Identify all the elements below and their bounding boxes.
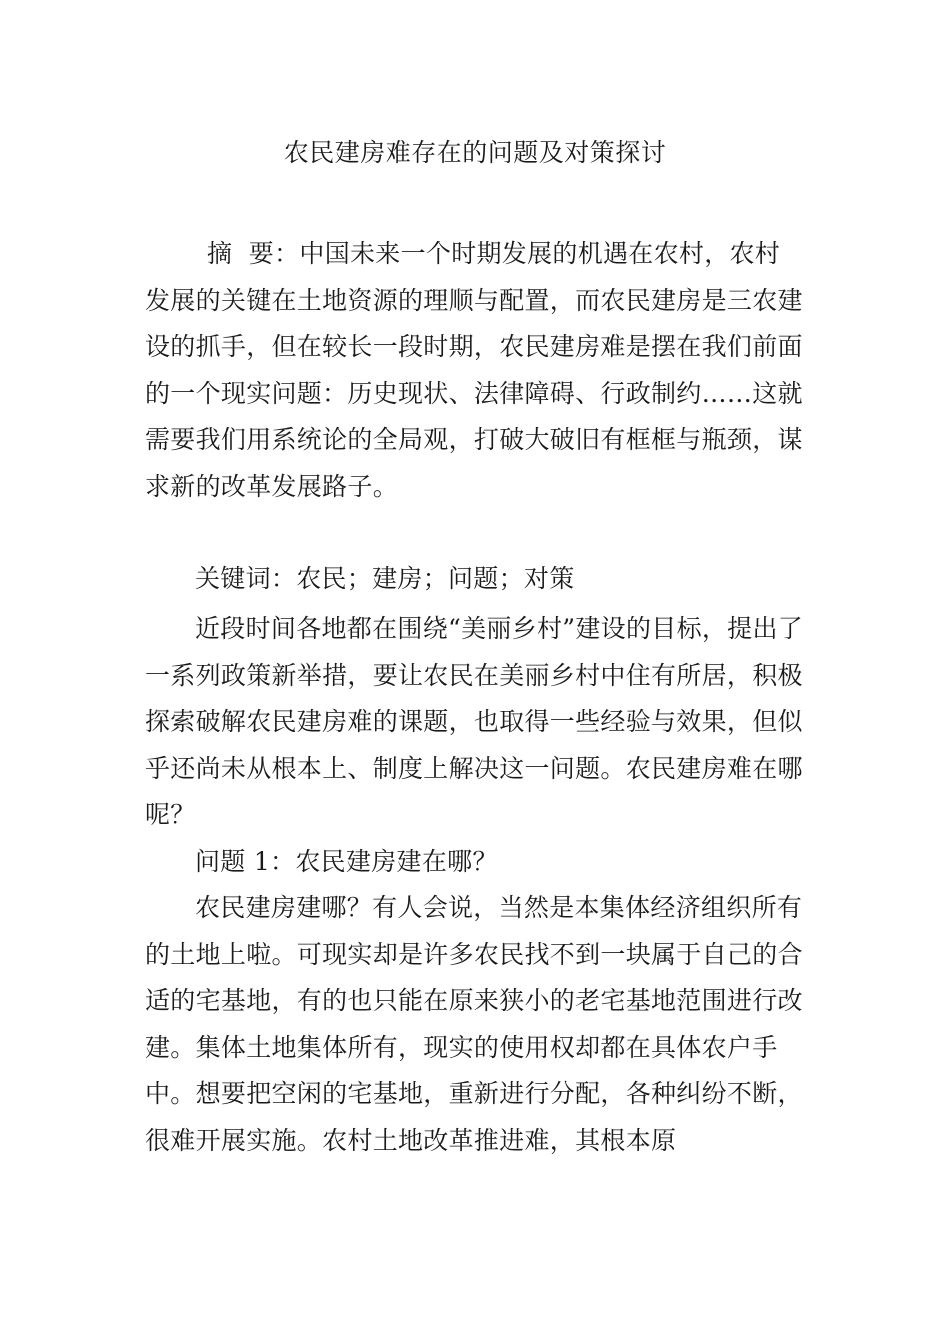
keywords-line: 关键词：农民；建房；问题；对策 (195, 564, 575, 593)
section-heading: 问题 1：农民建房建在哪？ (195, 846, 498, 876)
document-title: 农民建房难存在的问题及对策探讨 (283, 138, 667, 167)
abstract-paragraph (145, 231, 805, 510)
body-paragraph: 近段时间各地都在围绕“美丽乡村”建设的目标，提出了一系列政策新举措，要让农民在美丽乡村中住有所居，积极探索破解农民建房难的课题，也取得一些经验与效果，但似乎还尚未从根本上、制度上解决这一问题。农民建房难在哪呢？ (145, 614, 804, 829)
abstract-block (145, 231, 805, 510)
abstract-label: 摘 要： (207, 239, 300, 268)
main-content (145, 606, 805, 1164)
abstract-text: 中国未来一个时期发展的机遇在农村，农村发展的关键在土地资源的理顺与配置，而农民建房是三农建设的抓手，但在较长一段时期，农民建房难是摆在我们前面的一个现实问题：历史现状、法律障碍、行政制约……这就需要我们用系统论的全局观，打破大破旧有框框与瓶颈，谋求新的改革发展路子。 (145, 239, 803, 501)
body-paragraph: 农民建房建哪？有人会说，当然是本集体经济组织所有的土地上啦。可现实却是许多农民找不到一块属于自己的合适的宅基地，有的也只能在原来狭小的老宅基地范围进行改建。集体土地集体所有，现实的使用权却都在具体农户手中。想要把空闲的宅基地，重新进行分配，各种纠纷不断，很难开展实施。农村土地改革推进难，其根本原 (145, 893, 803, 1155)
keywords-block (145, 556, 805, 603)
